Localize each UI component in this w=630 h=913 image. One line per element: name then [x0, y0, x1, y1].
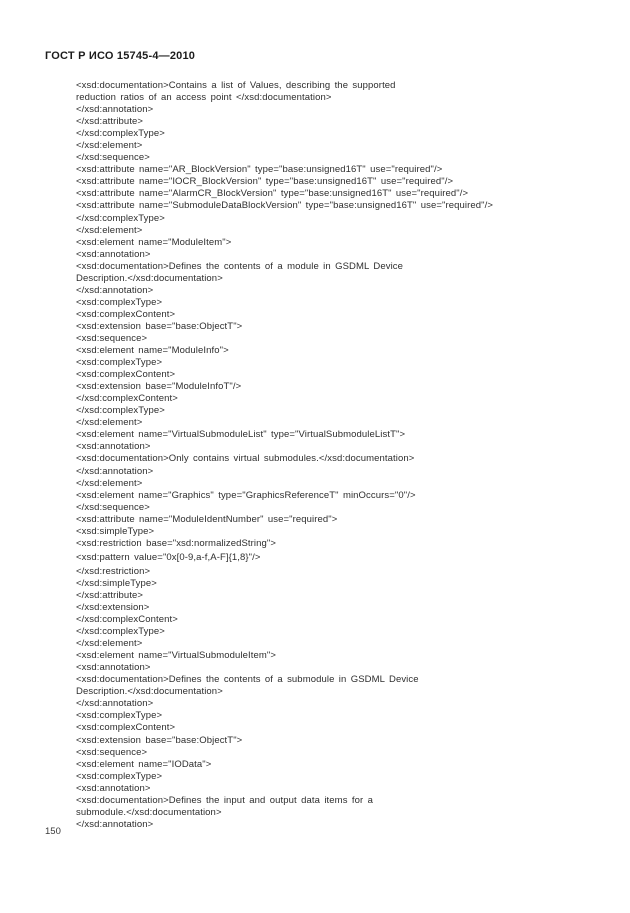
code-line: <xsd:attribute name="IOCR_BlockVersion" type="base:unsigned16T" use="required"/> [76, 176, 454, 188]
code-line: <xsd:element name="VirtualSubmoduleList" type="VirtualSubmoduleListT"> [76, 429, 406, 441]
code-line: <xsd:simpleType> [76, 525, 155, 537]
code-line: <xsd:attribute name="ModuleIdentNumber" use="required"> [76, 513, 338, 525]
code-line: </xsd:annotation> [76, 465, 154, 477]
code-line: </xsd:simpleType> [76, 577, 157, 589]
code-line: <xsd:complexType> [76, 710, 163, 722]
code-line: <xsd:extension base="base:ObjectT"> [76, 734, 243, 746]
code-line: </xsd:sequence> [76, 501, 150, 513]
code-line: </xsd:element> [76, 417, 143, 429]
code-line: Description.</xsd:documentation> [76, 686, 223, 698]
code-line: </xsd:element> [76, 140, 143, 152]
code-line: <xsd:documentation>Defines the contents of a module in GSDML Device [76, 260, 404, 272]
code-line: </xsd:complexContent> [76, 614, 178, 626]
code-line: <xsd:annotation> [76, 662, 151, 674]
code-line: <xsd:complexContent> [76, 722, 176, 734]
code-line: </xsd:complexType> [76, 405, 165, 417]
code-line: <xsd:complexContent> [76, 369, 176, 381]
code-line: <xsd:element name="Graphics" type="GraphicsReferenceT" minOccurs="0"/> [76, 489, 416, 501]
code-line: </xsd:complexContent> [76, 393, 178, 405]
code-line: submodule.</xsd:documentation> [76, 806, 222, 818]
code-line: <xsd:element name="IOData"> [76, 758, 212, 770]
code-line: reduction ratios of an access point </xsd:documentation> [76, 92, 332, 104]
code-line: <xsd:attribute name="AR_BlockVersion" type="base:unsigned16T" use="required"/> [76, 164, 443, 176]
code-line: <xsd:complexContent> [76, 308, 176, 320]
code-line: <xsd:documentation>Defines the contents of a submodule in GSDML Device [76, 674, 419, 686]
code-line: </xsd:element> [76, 224, 143, 236]
code-line: <xsd:documentation>Contains a list of Values, describing the supported [76, 80, 396, 91]
code-line: <xsd:complexType> [76, 357, 163, 369]
page-number: 150 [45, 826, 61, 837]
code-line: <xsd:sequence> [76, 746, 148, 758]
xsd-schema-listing [76, 80, 566, 831]
code-line: </xsd:restriction> [76, 565, 151, 577]
document-standard-header: ГОСТ Р ИСО 15745-4—2010 [45, 50, 196, 62]
code-line: <xsd:attribute name="SubmoduleDataBlockVersion" type="base:unsigned16T" use="required"/> [76, 200, 493, 212]
code-line: <xsd:annotation> [76, 248, 151, 260]
code-line: </xsd:annotation> [76, 818, 154, 830]
code-line: </xsd:attribute> [76, 589, 144, 601]
code-line: </xsd:complexType> [76, 212, 165, 224]
code-line: </xsd:complexType> [76, 128, 165, 140]
code-line: <xsd:annotation> [76, 782, 151, 794]
code-line: </xsd:sequence> [76, 152, 150, 164]
code-line: <xsd:element name="ModuleItem"> [76, 236, 232, 248]
code-line: <xsd:annotation> [76, 441, 151, 453]
code-line: <xsd:attribute name="AlarmCR_BlockVersion" type="base:unsigned16T" use="required"/> [76, 188, 469, 200]
code-line: </xsd:element> [76, 477, 143, 489]
code-line: </xsd:annotation> [76, 698, 154, 710]
code-line: <xsd:sequence> [76, 332, 148, 344]
code-line: <xsd:restriction base="xsd:normalizedString"> [76, 537, 277, 549]
code-line: <xsd:documentation>Defines the input and output data items for a [76, 794, 373, 806]
code-line: <xsd:element name="VirtualSubmoduleItem"> [76, 650, 277, 662]
code-line: <xsd:element name="ModuleInfo"> [76, 345, 229, 357]
code-line: <xsd:pattern value="0x[0-9,a-f,A-F]{1,8}"/> [76, 551, 261, 563]
code-line: </xsd:annotation> [76, 284, 154, 296]
code-line: <xsd:complexType> [76, 770, 163, 782]
code-line: </xsd:element> [76, 638, 143, 650]
code-line: <xsd:extension base="ModuleInfoT"/> [76, 381, 242, 393]
code-line: <xsd:documentation>Only contains virtual submodules.</xsd:documentation> [76, 453, 415, 465]
code-line: <xsd:complexType> [76, 296, 163, 308]
code-line: </xsd:complexType> [76, 626, 165, 638]
code-line: </xsd:extension> [76, 602, 150, 614]
code-line: </xsd:attribute> [76, 116, 144, 128]
code-line: </xsd:annotation> [76, 104, 154, 116]
code-line: <xsd:extension base="base:ObjectT"> [76, 320, 243, 332]
code-line: Description.</xsd:documentation> [76, 272, 223, 284]
